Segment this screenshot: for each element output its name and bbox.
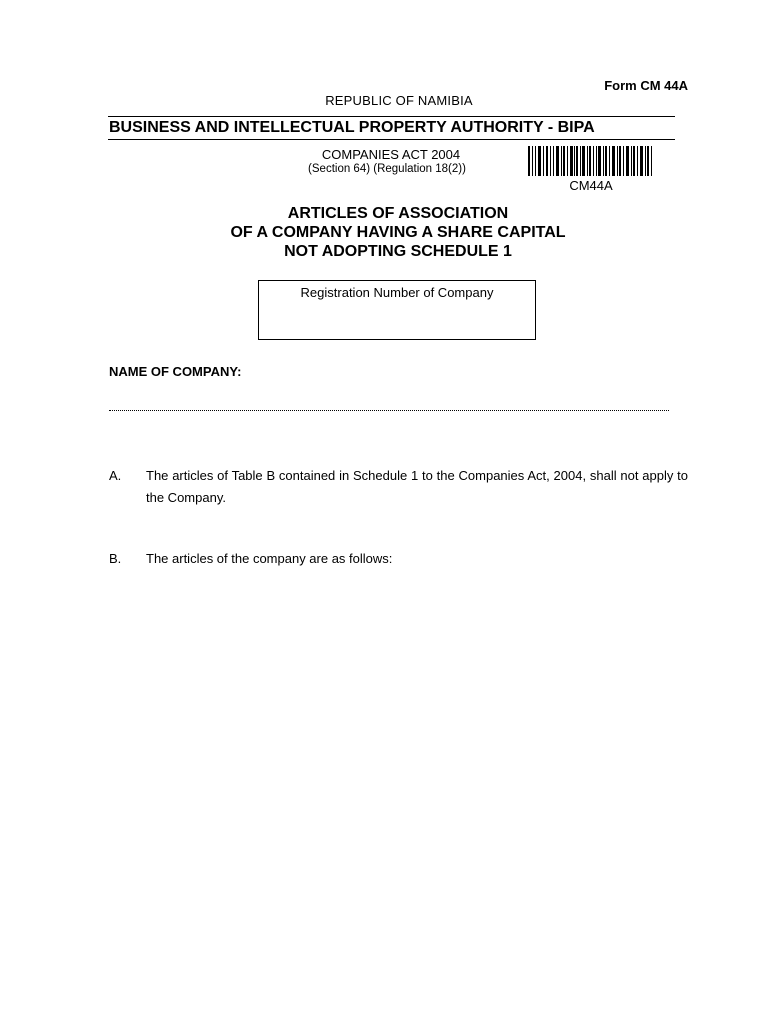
header-rule-top <box>108 116 675 117</box>
clause-text: The articles of Table B contained in Schedule 1 to the Companies Act, 2004, shall not apply to the Company. <box>146 468 688 505</box>
header-rule-bottom <box>108 139 675 140</box>
authority-heading: BUSINESS AND INTELLECTUAL PROPERTY AUTHORITY - BIPA <box>109 119 595 136</box>
barcode-caption: CM44A <box>569 178 613 193</box>
clause-a <box>109 465 688 509</box>
act-title: COMPANIES ACT 2004 <box>321 147 461 162</box>
country-heading: REPUBLIC OF NAMIBIA <box>325 93 473 108</box>
clause-letter: B. <box>109 551 122 566</box>
document-title <box>150 204 646 261</box>
barcode <box>528 146 652 176</box>
company-name-field[interactable] <box>109 410 669 411</box>
title-line-3: NOT ADOPTING SCHEDULE 1 <box>284 243 512 260</box>
section-reference: (Section 64) (Regulation 18(2)) <box>308 163 466 175</box>
company-name-label: NAME OF COMPANY: <box>109 364 242 379</box>
clause-letter: A. <box>109 468 122 483</box>
clause-b <box>109 548 688 570</box>
registration-number-field[interactable] <box>258 280 536 340</box>
form-code: Form CM 44A <box>604 78 688 93</box>
clause-text: The articles of the company are as follows: <box>146 551 393 566</box>
title-line-2: OF A COMPANY HAVING A SHARE CAPITAL <box>230 224 566 241</box>
title-line-1: ARTICLES OF ASSOCIATION <box>287 205 509 222</box>
registration-number-label: Registration Number of Company <box>300 285 494 300</box>
